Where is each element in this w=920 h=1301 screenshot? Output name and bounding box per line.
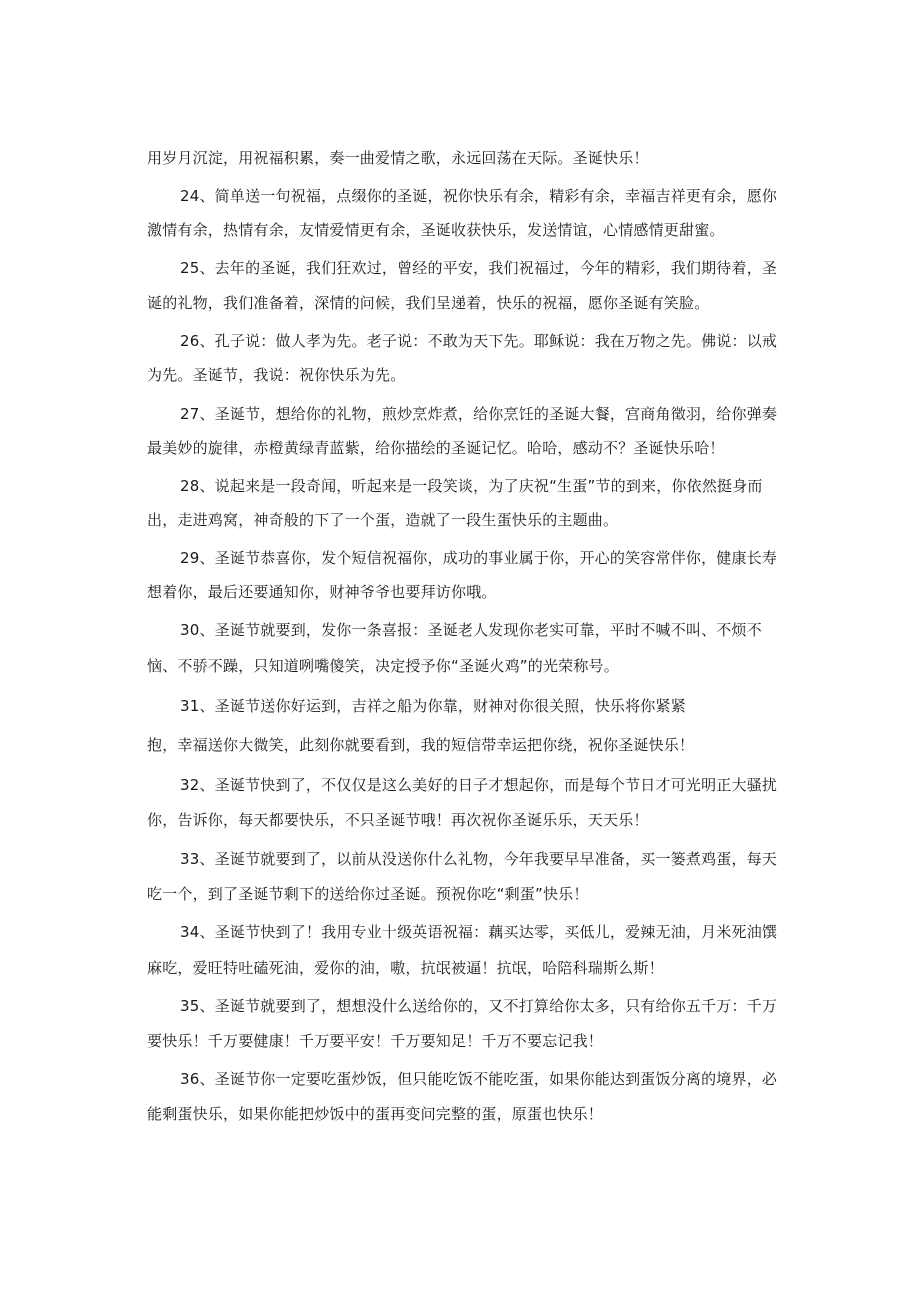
paragraph-27-line-2: 最美妙的旋律，赤橙黄绿青蓝紫，给你描绘的圣诞记忆。哈哈，感动不？圣诞快乐哈！	[147, 439, 725, 457]
paragraph-30-line-2: 恼、不骄不躁，只知道咧嘴傻笑，决定授予你“圣诞火鸡”的光荣称号。	[147, 657, 619, 675]
paragraph-30-line-1: 30、圣诞节就要到，发你一条喜报：圣诞老人发现你老实可靠，平时不喊不叫、不烦不	[180, 621, 762, 639]
paragraph-24-line-1: 24、简单送一句祝福，点缀你的圣诞，祝你快乐有余，精彩有余，幸福吉祥更有余，愿你	[180, 187, 778, 205]
paragraph-28-line-2: 出，走进鸡窝，神奇般的下了一个蛋，造就了一段生蛋快乐的主题曲。	[147, 511, 619, 529]
paragraph-29-line-1: 29、圣诞节恭喜你，发个短信祝福你，成功的事业属于你，开心的笑容常伴你，健康长寿	[180, 549, 778, 567]
paragraph-31-line-1: 31、圣诞节送你好运到，吉祥之船为你靠，财神对你很关照，快乐将你紧紧	[180, 697, 686, 715]
paragraph-27-line-1: 27、圣诞节，想给你的礼物，煎炒烹炸煮，给你烹饪的圣诞大餐，宫商角徵羽，给你弹奏	[180, 405, 778, 423]
paragraph-35-line-2: 要快乐！千万要健康！千万要平安！千万要知足！千万不要忘记我！	[147, 1032, 604, 1050]
paragraph-32-line-2: 你，告诉你，每天都要快乐，不只圣诞节哦！再次祝你圣诞乐乐，天天乐！	[147, 811, 649, 829]
paragraph-24-line-2: 激情有余，热情有余，友情爱情更有余，圣诞收获快乐，发送情谊，心情感情更甜蜜。	[147, 221, 725, 239]
paragraph-26-line-1: 26、孔子说：做人孝为先。老子说：不敢为天下先。耶稣说：我在万物之先。佛说：以戒	[180, 332, 778, 350]
paragraph-26-line-2: 为先。圣诞节，我说：祝你快乐为先。	[147, 366, 406, 384]
paragraph-25-line-2: 诞的礼物，我们准备着，深情的问候，我们呈递着，快乐的祝福，愿你圣诞有笑脸。	[147, 294, 710, 312]
paragraph-32-line-1: 32、圣诞节快到了，不仅仅是这么美好的日子才想起你，而是每个节日才可光明正大骚扰	[180, 776, 778, 794]
paragraph-25-line-1: 25、去年的圣诞，我们狂欢过，曾经的平安，我们祝福过，今年的精彩，我们期待着，圣	[180, 259, 778, 277]
paragraph-33-line-1: 33、圣诞节就要到了，以前从没送你什么礼物，今年我要早早准备，买一篓煮鸡蛋，每天	[180, 850, 778, 868]
paragraph-28-line-1: 28、说起来是一段奇闻，听起来是一段笑谈，为了庆祝“生蛋”节的到来，你依然挺身而	[180, 477, 763, 495]
paragraph-35-line-1: 35、圣诞节就要到了，想想没什么送给你的，又不打算给你太多，只有给你五千万：千万	[180, 997, 778, 1015]
paragraph-34-line-1: 34、圣诞节快到了！我用专业十级英语祝福：藕买达零，买低儿，爱辣无油，月米死油馔	[180, 923, 778, 941]
paragraph-31-line-2: 抱，幸福送你大微笑，此刻你就要看到，我的短信带幸运把你绕，祝你圣诞快乐！	[147, 736, 695, 754]
paragraph-36-line-2: 能剩蛋快乐，如果你能把炒饭中的蛋再变问完整的蛋，原蛋也快乐！	[147, 1105, 604, 1123]
paragraph-34-line-2: 麻吃，爱旺特吐磕死油，爱你的油，嗷，抗氓被逼！抗氓，哈陪科瑞斯么斯！	[147, 959, 664, 977]
paragraph-36-line-1: 36、圣诞节你一定要吃蛋炒饭，但只能吃饭不能吃蛋，如果你能达到蛋饭分离的境界，必	[180, 1070, 778, 1088]
paragraph-29-line-2: 想着你，最后还要通知你，财神爷爷也要拜访你哦。	[147, 583, 497, 601]
paragraph-33-line-2: 吃一个，到了圣诞节剩下的送给你过圣诞。预祝你吃“剩蛋”快乐！	[147, 885, 589, 903]
text-line: 用岁月沉淀，用祝福积累，奏一曲爱情之歌，永远回荡在天际。圣诞快乐！	[147, 149, 649, 167]
